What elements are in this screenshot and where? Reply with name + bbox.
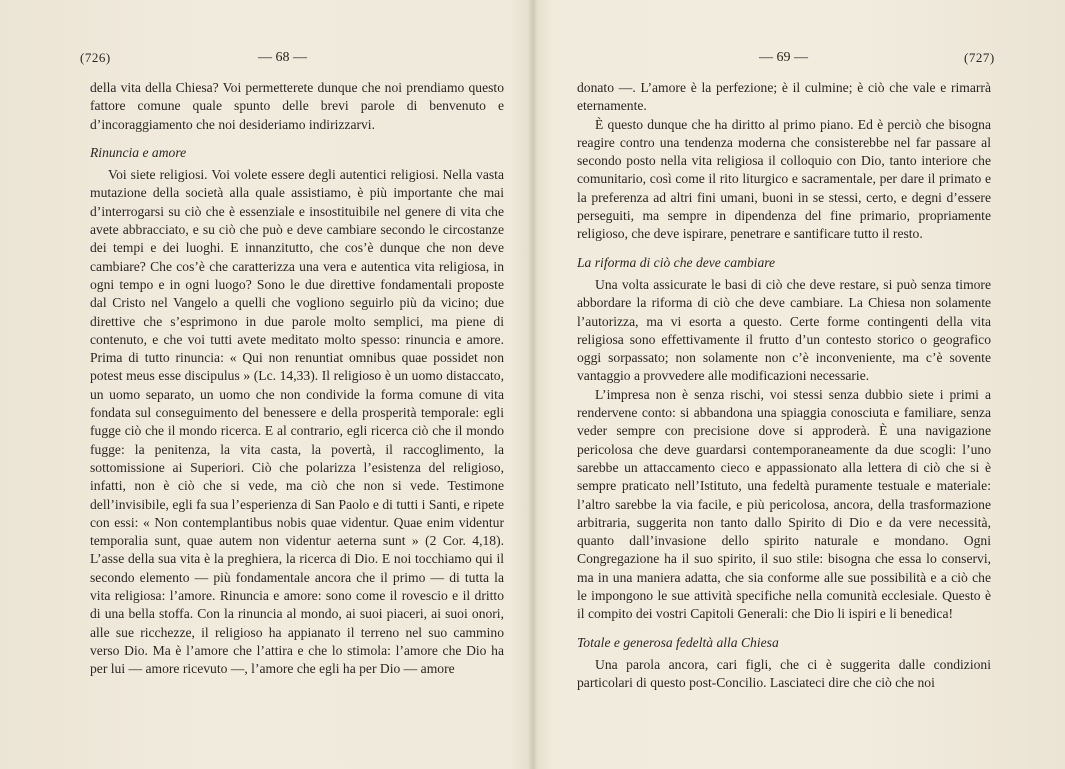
section-heading: Totale e generosa fedeltà alla Chiesa	[577, 634, 779, 650]
paragraph: È questo dunque che ha diritto al primo piano. Ed è perciò che bisogna reagire contro una tendenza moderna che consisterebbe nel far passare al secondo posto nella vita religiosa il colloquio con Dio, tanto interiore che comunitario, così come il rito liturgico e sacramentale, per dare il primato e la preferenza ad altri fini umani, buoni in se stessi, certo, e degni d’essere perseguiti, ma sempre in dipendenza del fine primario, propriamente religioso, che deve ispirare, penetrare e santificare tutto il resto.	[577, 116, 991, 242]
right-page-body	[577, 79, 991, 693]
left-page-body	[90, 79, 504, 679]
paragraph: L’impresa non è senza rischi, voi stessi senza dubbio siete i primi a rendervene conto: si abbandona una spiaggia conosciuta e familiare, senza veder sempre con precisione dove si approderà. È una navigazione pericolosa che deve guardarsi contemporaneamente da due scogli: l’uno sarebbe un attaccamento cieco e appassionato alla lettera di ciò che si è sempre praticato nell’Istituto, una fedeltà puramente testuale e materiale: l’altro sarebbe la via facile, e più pericolosa, ancora, della trasformazione arbitraria, suggerita non tanto dallo Spirito di Dio e da vere necessità, quanto dall’invasione dello spirito naturale e mondano. Ogni Congregazione ha il suo spirito, il suo stile: bisogna che essa lo conservi, ma in una maniera adatta, che sia conforme alle sue possibilità e a ciò che le impongono le sue attività specifiche nella comunità ecclesiale. Questo è il compito dei vostri Capitoli Generali: che Dio li ispiri e li benedica!	[577, 386, 991, 622]
right-page-number: — 69 —	[759, 50, 808, 65]
paragraph: della vita della Chiesa? Voi permetterete dunque che noi prendiamo questo fattore comune quale spunto delle brevi parole di benvenuto e d’incoraggiamento che noi desideriamo indirizzarvi.	[90, 80, 504, 132]
paragraph: Voi siete religiosi. Voi volete essere degli autentici religiosi. Nella vasta mutazione della società alla quale assistiamo, è più importante che mai d’interrogarsi su ciò che è essenziale e insostituibile nel genere di vita che avete abbracciato, e su ciò che può e deve cambiare secondo le circostanze dei tempi e dei luoghi. E innanzitutto, che cos’è dunque che non deve cambiare? Che cos’è che caratterizza una vera e autentica vita religiosa, in ogni tempo e in ogni luogo? Sono le due direttive fondamentali proposte dal Cristo nel Vangelo a quelli che vogliono seguirlo più da vicino; due direttive che s’esprimono in due parole molto semplici, ma piene di contenuto, e che voi tutti avete meditato molto spesso: rinuncia e amore. Prima di tutto rinuncia: « Qui non renuntiat omnibus quae possidet non potest meus esse discipulus » (Lc. 14,33). Il religioso è un uomo distaccato, un uomo separato, un uomo che non condivide la forma comune di vita fondata sul conseguimento del benessere e della prosperità temporale: egli fugge ciò che il mondo ricerca. E al contrario, egli ricerca ciò che il mondo fugge: la penitenza, la vita casta, la povertà, il raccoglimento, la sottomissione ai Superiori. Ciò che polarizza l’esistenza del religioso, infatti, non è ciò che si vede, ma ciò che non si vede. Testimone dell’invisibile, egli fa sua l’esperienza di San Paolo e di tutti i Santi, e ripete con essi: « Non contemplantibus nobis quae videntur. Quae enim videntur temporalia sunt, quae autem non videntur aeterna sunt » (2 Cor. 4,18). L’asse della sua vita è la preghiera, la ricerca di Dio. E noi tocchiamo qui il secondo elemento — più fondamentale ancora che il primo — di tutta la vita religiosa: l’amore. Rinuncia e amore: sono come il rovescio e il dritto di una bella stoffa. Con la rinuncia al mondo, ai suoi piaceri, ai suoi onori, alle sue ricchezze, il religioso ha appianato il terreno nel suo cammino verso Dio. Ma è l’amore che l’attira e che lo stimola: l’amore che Dio ha per lui — amore ricevuto —, l’amore che egli ha per Dio — amore	[90, 167, 504, 677]
section-heading: Rinuncia e amore	[90, 144, 187, 160]
paragraph: donato —. L’amore è la perfezione; è il culmine; è ciò che vale e rimarrà eternamente.	[577, 80, 991, 114]
left-folio-number: (726)	[80, 50, 111, 65]
left-page	[0, 0, 532, 769]
paragraph: Una volta assicurate le basi di ciò che deve restare, si può senza timore abbordare la riforma di ciò che deve cambiare. La Chiesa non solamente l’autorizza, ma vi esorta a questo. Certe forme contingenti della vita religiosa sono effettivamente il frutto d’un contesto storico o geografico oggi sorpassato; non solamente non c’è inconveniente, ma c’è sovente vantaggio a provvedere alle modificazioni necessarie.	[577, 276, 991, 384]
section-heading: La riforma di ciò che deve cambiare	[577, 254, 776, 270]
left-page-number: — 68 —	[258, 50, 307, 65]
right-folio-number: (727)	[964, 50, 995, 65]
right-page	[533, 0, 1065, 769]
paragraph: Una parola ancora, cari figli, che ci è suggerita dalle condizioni particolari di questo post-Concilio. Lasciateci dire che ciò che noi	[577, 656, 991, 691]
